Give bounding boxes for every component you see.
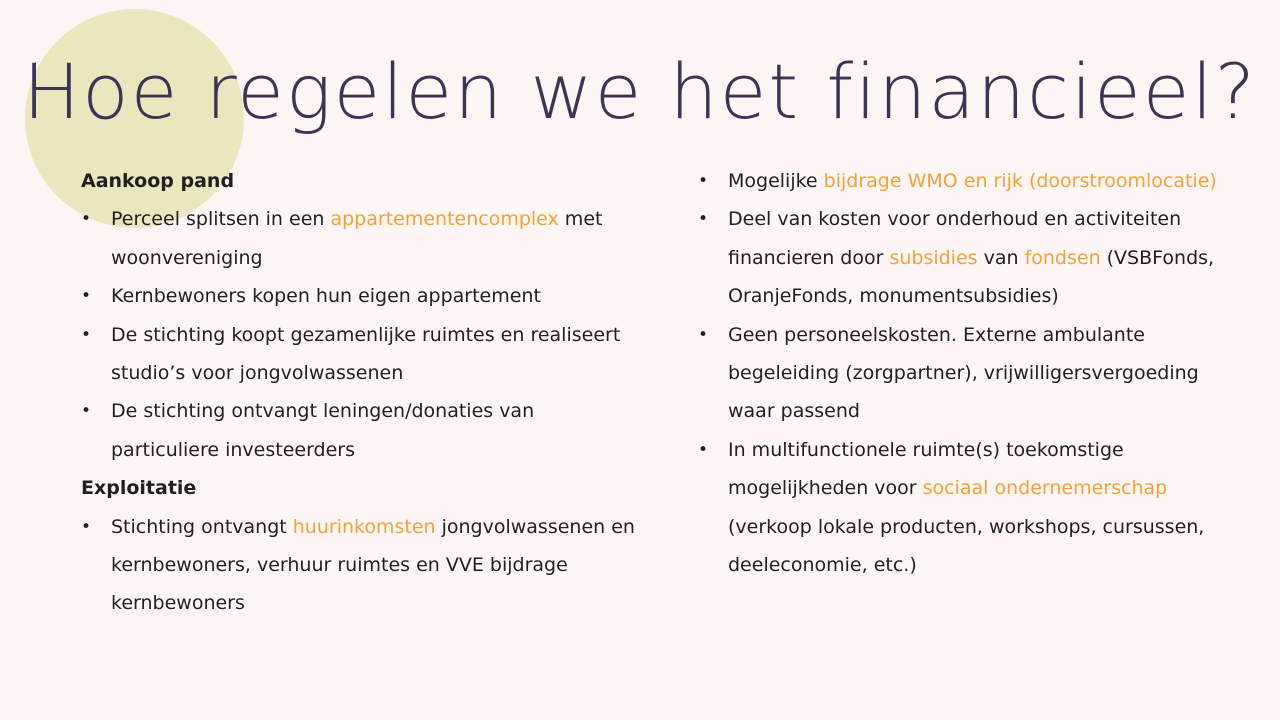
- list-item: • Deel van kosten voor onderhoud en activiteiten financieren door subsidies van fondsen (VSBFonds, OranjeFonds, monumentsubsidies): [698, 200, 1228, 315]
- list-item: • In multifunctionele ruimte(s) toekomstige mogelijkheden voor sociaal ondernemerschap (verkoop lokale producten, workshops, cursussen, deeleconomie, etc.): [698, 431, 1228, 585]
- slide-title: Hoe regelen we het financieel?: [22, 47, 1258, 136]
- list-item: • De stichting ontvangt leningen/donaties van particuliere investeerders: [81, 392, 641, 469]
- list-item: • Mogelijke bijdrage WMO en rijk (doorstroomlocatie): [698, 162, 1228, 200]
- highlight-text: huurinkomsten: [292, 515, 436, 538]
- highlight-text: subsidies: [889, 246, 978, 269]
- section-heading-aankoop: Aankoop pand: [81, 170, 235, 192]
- highlight-text: fondsen: [1024, 246, 1101, 269]
- section-heading-exploitatie: Exploitatie: [81, 477, 197, 500]
- highlight-text: bijdrage WMO en rijk (doorstroomlocatie): [823, 170, 1217, 192]
- list-right: [698, 162, 1228, 584]
- highlight-text: sociaal ondernemerschap: [922, 477, 1168, 500]
- list-item: • Geen personeelskosten. Externe ambulante begeleiding (zorgpartner), vrijwilligersvergoeding waar passend: [698, 316, 1228, 431]
- list-item: • Kernbewoners kopen hun eigen appartement: [81, 277, 641, 315]
- left-column: [81, 162, 641, 623]
- list-item: • Perceel splitsen in een appartementencomplex met woonvereniging: [81, 200, 641, 277]
- list-aankoop: [81, 200, 641, 469]
- list-exploitatie: [81, 508, 641, 623]
- right-column: [698, 162, 1228, 584]
- list-item: • Stichting ontvangt huurinkomsten jongvolwassenen en kernbewoners, verhuur ruimtes en VVE bijdrage kernbewoners: [81, 508, 641, 623]
- highlight-text: appartementencomplex: [330, 208, 559, 231]
- list-item: • De stichting koopt gezamenlijke ruimtes en realiseert studio’s voor jongvolwassenen: [81, 316, 641, 393]
